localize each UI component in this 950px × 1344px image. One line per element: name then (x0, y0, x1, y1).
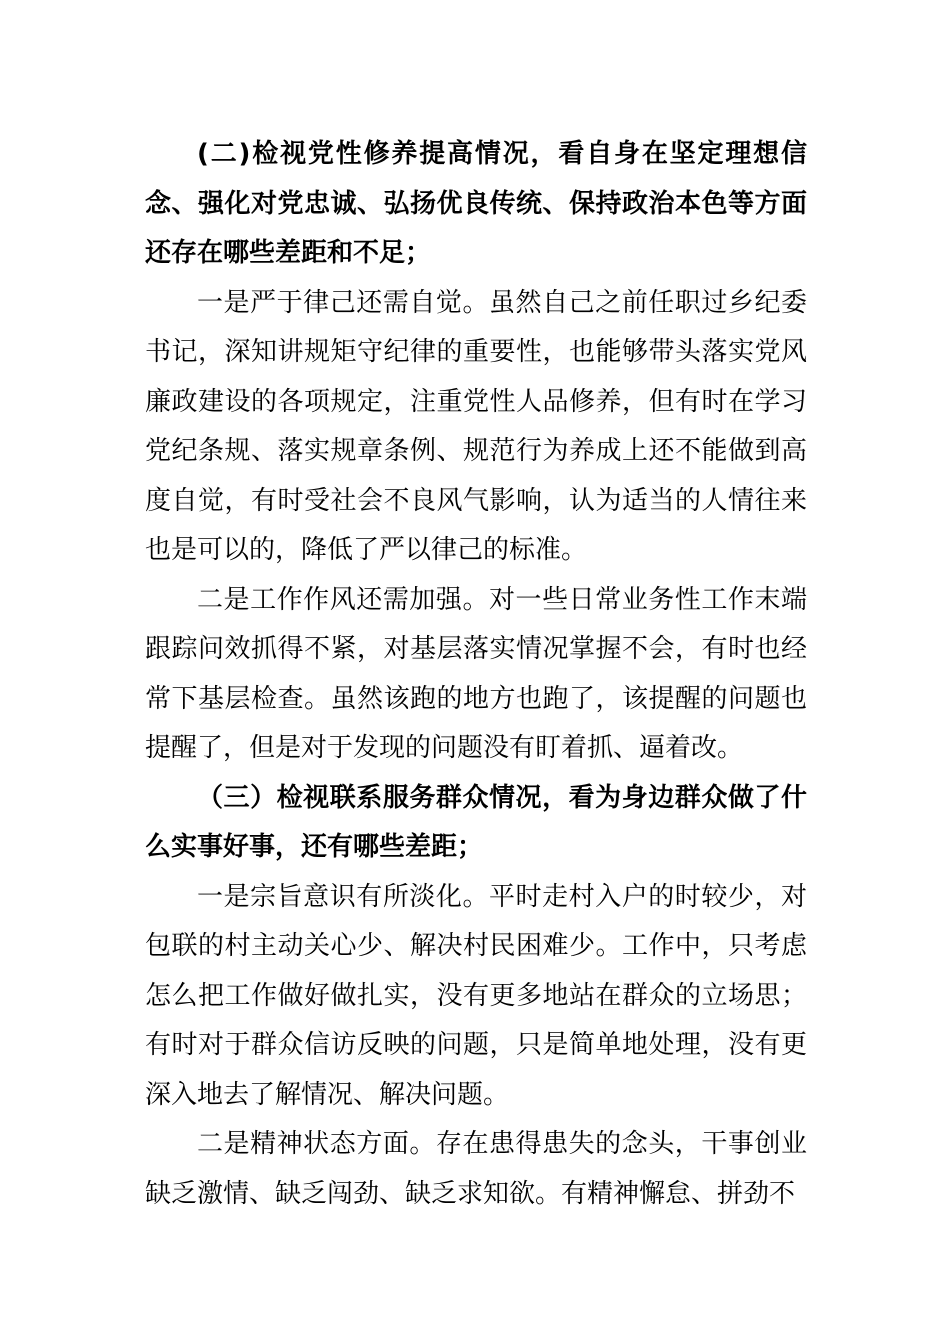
paragraph-self-discipline: 一是严于律己还需自觉。虽然自己之前任职过乡纪委书记，深知讲规矩守纪律的重要性，也能够带头落实党风廉政建设的各项规定，注重党性人品修养，但有时在学习党纪条规、落实规章条例、规范行为养成上还不能做到高度自觉，有时受社会不良风气影响，认为适当的人情往来也是可以的，降低了严以律己的标准。 (145, 287, 807, 565)
section-three-heading: （三）检视联系服务群众情况，看为身边群众做了什么实事好事，还有哪些差距； (145, 782, 807, 862)
paragraph-purpose-awareness: 一是宗旨意识有所淡化。平时走村入户的时较少，对包联的村主动关心少、解决村民困难少。工作中，只考虑怎么把工作做好做扎实，没有更多地站在群众的立场思；有时对于群众信访反映的问题，只是简单地处理，没有更深入地去了解情况、解决问题。 (145, 881, 807, 1110)
document-body (145, 130, 807, 1219)
paragraph-work-style: 二是工作作风还需加强。对一些日常业务性工作末端跟踪问效抓得不紧，对基层落实情况掌握不会，有时也经常下基层检查。虽然该跑的地方也跑了，该提醒的问题也提醒了，但是对于发现的问题没有盯着抓、逼着改。 (145, 584, 807, 763)
paragraph-mental-state: 二是精神状态方面。存在患得患失的念头，干事创业缺乏激情、缺乏闯劲、缺乏求知欲。有精神懈怠、拼劲不 (145, 1129, 807, 1209)
section-two-heading: (二)检视党性修养提高情况，看自身在坚定理想信念、强化对党忠诚、弘扬优良传统、保持政治本色等方面还存在哪些差距和不足； (145, 139, 807, 268)
